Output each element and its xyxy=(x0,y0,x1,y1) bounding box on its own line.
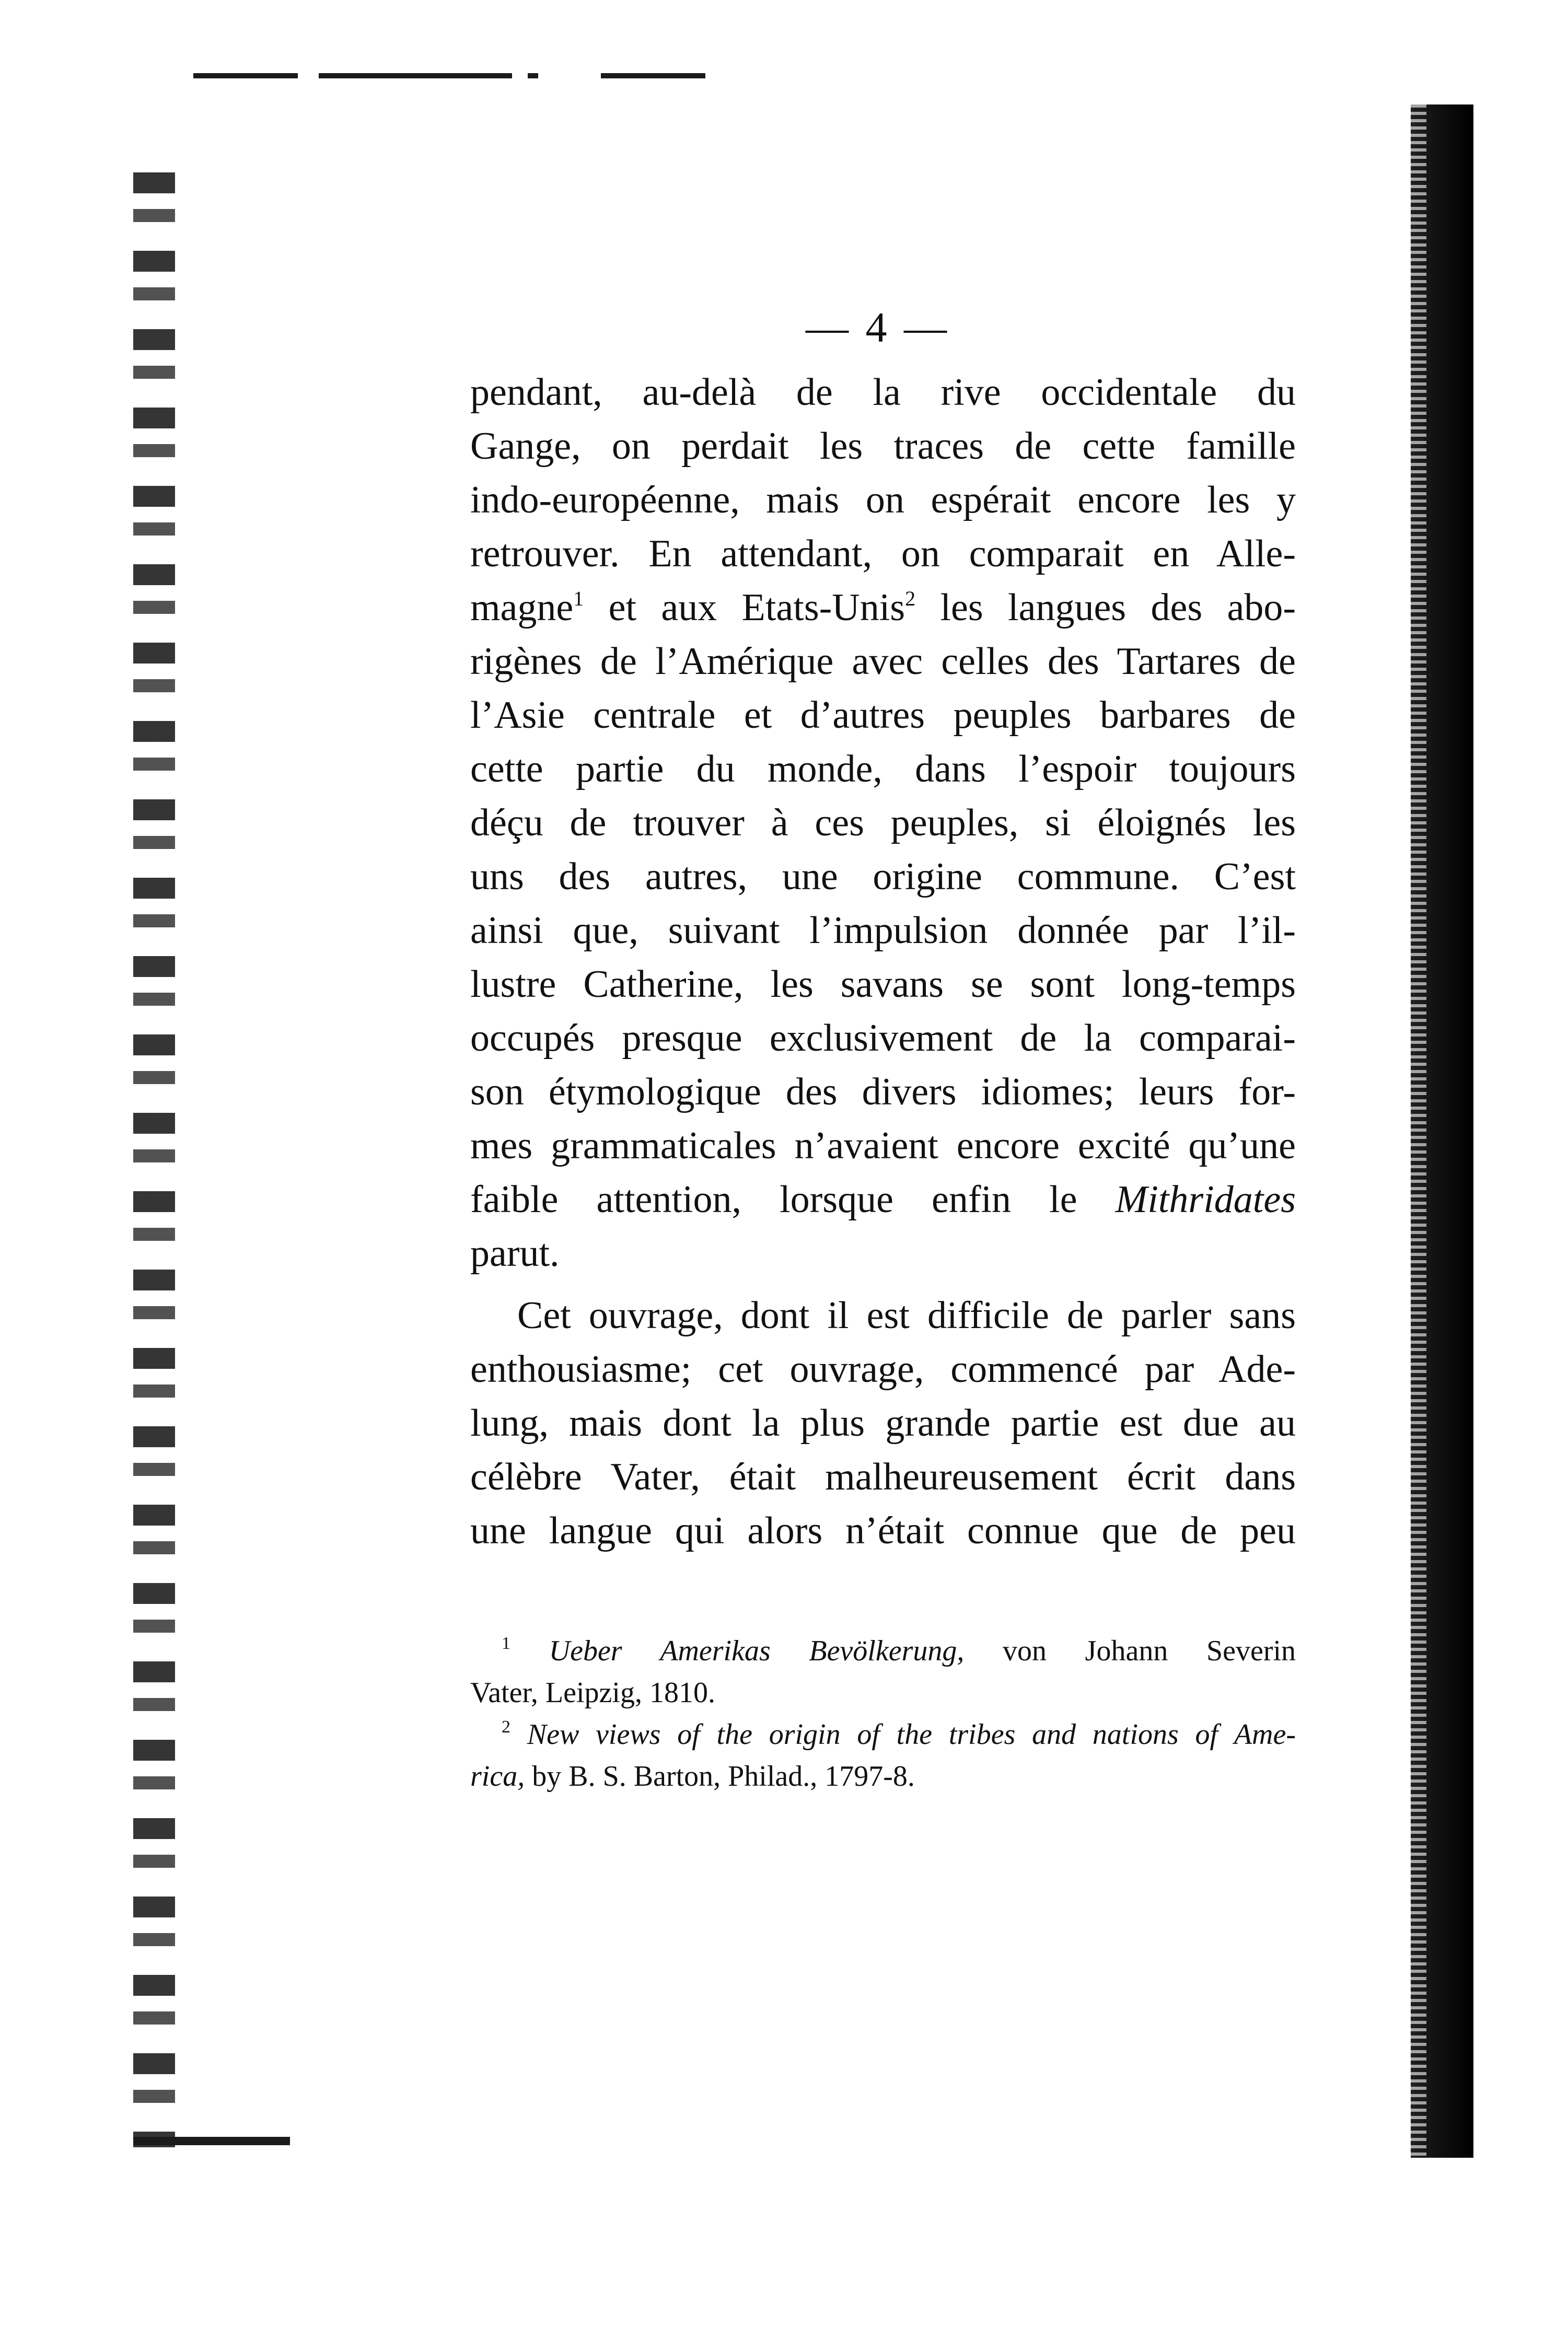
text-line: lustre Catherine, les savans se sont long-temps xyxy=(470,963,1296,1006)
text-line: pendant, au-delà de la rive occidentale du xyxy=(470,371,1296,414)
footnote-text: by B. S. Barton, Philad., 1797-8. xyxy=(532,1760,915,1793)
text-fragment: les langues des abo- xyxy=(940,586,1296,629)
text-line: Cet ouvrage, dont il est difficile de parler sans xyxy=(517,1294,1296,1337)
text-line: enthousiasme; cet ouvrage, commencé par Ade- xyxy=(470,1348,1296,1391)
footnote-ref-1[interactable]: 1 xyxy=(573,587,584,610)
footnote-mark: 2 xyxy=(502,1717,510,1737)
text-line: lung, mais dont la plus grande partie est due au xyxy=(470,1402,1296,1445)
text-line: occupés presque exclusivement de la comparai- xyxy=(470,1017,1296,1060)
scan-artifact-top-rule xyxy=(193,73,298,78)
footnotes xyxy=(470,1630,1296,1797)
text-line: uns des autres, une origine commune. C’est xyxy=(470,855,1296,898)
footnote-text: von Johann Severin xyxy=(1003,1635,1296,1667)
footnote-title: New views of the origin of the tribes and nations of Ame- xyxy=(527,1718,1296,1751)
scan-artifact-left-edge xyxy=(133,172,175,2147)
text-line: parut. xyxy=(470,1232,560,1275)
footnote-2 xyxy=(470,1714,1296,1755)
footnote-1-continued: Vater, Leipzig, 1810. xyxy=(470,1677,715,1709)
text-line: célèbre Vater, était malheureusement écrit dans xyxy=(470,1456,1296,1498)
text-fragment: et aux Etats-Unis xyxy=(608,586,905,629)
text-line: l’Asie centrale et d’autres peuples barbares de xyxy=(470,694,1296,737)
text-fragment: magne xyxy=(470,586,574,629)
page-number: — 4 — xyxy=(806,304,950,351)
footnote-title: Ueber Amerikas Bevölkerung, xyxy=(549,1635,965,1667)
scan-artifact-top-rule xyxy=(319,73,512,78)
text-line xyxy=(470,581,1296,635)
scan-artifact-bottom-edge xyxy=(133,2137,290,2145)
text-line xyxy=(470,1173,1296,1227)
body-text xyxy=(470,366,1296,1558)
footnote-mark: 1 xyxy=(502,1634,510,1653)
work-title-mithridates: Mithridates xyxy=(1115,1178,1296,1221)
text-line: son étymologique des divers idiomes; leurs for- xyxy=(470,1071,1296,1113)
scan-artifact-right-noise xyxy=(1406,104,1426,2158)
footnote-1 xyxy=(470,1630,1296,1672)
text-line: ainsi que, suivant l’impulsion donnée par l’il- xyxy=(470,909,1296,952)
text-fragment: faible attention, lorsque enfin le xyxy=(470,1178,1077,1221)
text-line: déçu de trouver à ces peuples, si éloignés les xyxy=(470,801,1296,844)
scan-artifact-top-rule xyxy=(601,73,705,78)
text-line: rigènes de l’Amérique avec celles des Tartares de xyxy=(470,640,1296,683)
footnote-2-continued xyxy=(470,1755,1296,1797)
text-line: Gange, on perdait les traces de cette famille xyxy=(470,425,1296,468)
text-line: mes grammaticales n’avaient encore excité qu’une xyxy=(470,1124,1296,1167)
footnote-ref-2[interactable]: 2 xyxy=(905,587,916,610)
text-line: une langue qui alors n’était connue que de peu xyxy=(470,1509,1296,1552)
text-line: indo-européenne, mais on espérait encore les y xyxy=(470,479,1296,521)
scan-artifact-top-rule xyxy=(528,73,538,78)
text-line: cette partie du monde, dans l’espoir toujours xyxy=(470,748,1296,790)
text-line: retrouver. En attendant, on comparait en Alle- xyxy=(470,532,1296,575)
footnote-title: rica, xyxy=(470,1760,525,1793)
